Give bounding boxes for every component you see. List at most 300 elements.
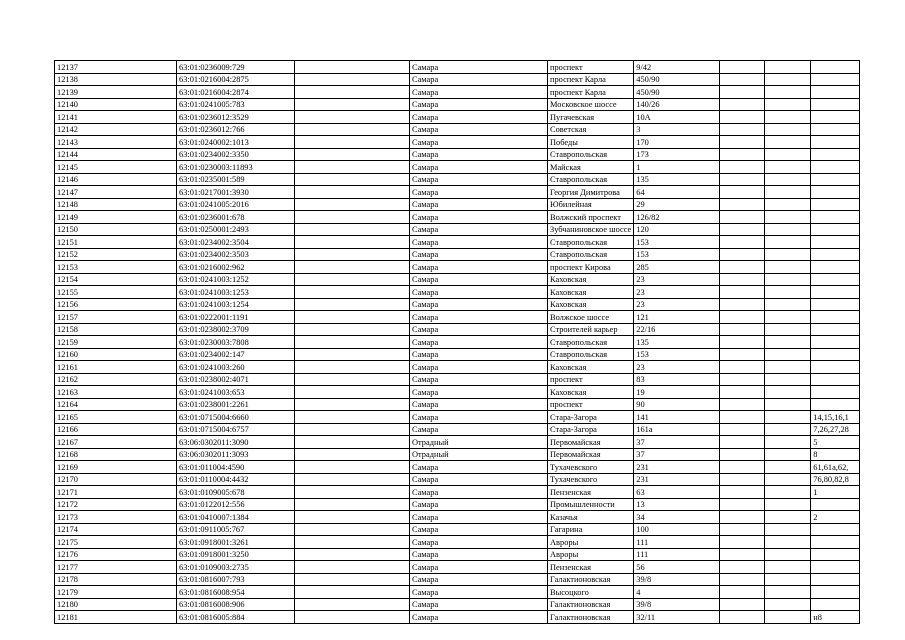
cadastral-number-cell: 63:01:0911005:767 [177, 523, 295, 536]
apartment-number-cell [811, 173, 860, 186]
city-cell: Отрадный [410, 436, 548, 449]
row-number-cell: 12142 [55, 123, 177, 136]
table-row [55, 273, 860, 286]
apartment-number-cell [811, 223, 860, 236]
blank-cell-cell [720, 173, 765, 186]
city-cell: Самара [410, 198, 548, 211]
blank-cell-cell [765, 298, 811, 311]
blank-cell-cell [720, 323, 765, 336]
cadastral-number-cell: 63:01:0816005:884 [177, 611, 295, 624]
row-number-cell: 12171 [55, 486, 177, 499]
blank-cell-cell [295, 561, 410, 574]
apartment-number-cell [811, 573, 860, 586]
blank-cell-cell [765, 561, 811, 574]
apartment-number-cell [811, 523, 860, 536]
city-cell: Самара [410, 286, 548, 299]
apartment-number-cell [811, 286, 860, 299]
table-row [55, 311, 860, 324]
registry-sheet [54, 60, 860, 624]
city-cell: Самара [410, 161, 548, 174]
cadastral-number-cell: 63:06:0302011:3090 [177, 436, 295, 449]
blank-cell-cell [295, 448, 410, 461]
blank-cell-cell [765, 373, 811, 386]
cadastral-number-cell: 63:01:0236012:766 [177, 123, 295, 136]
city-cell: Самара [410, 336, 548, 349]
blank-cell-cell [765, 486, 811, 499]
cadastral-number-cell: 63:01:0715004:6660 [177, 411, 295, 424]
house-number-cell: 37 [634, 448, 720, 461]
street-cell: Каховская [548, 386, 634, 399]
blank-cell-cell [765, 236, 811, 249]
blank-cell-cell [295, 473, 410, 486]
street-cell: Ставропольская [548, 236, 634, 249]
house-number-cell: 111 [634, 536, 720, 549]
house-number-cell: 32/11 [634, 611, 720, 624]
apartment-number-cell [811, 236, 860, 249]
blank-cell-cell [720, 411, 765, 424]
apartment-number-cell [811, 323, 860, 336]
blank-cell-cell [295, 461, 410, 474]
house-number-cell: 120 [634, 223, 720, 236]
city-cell: Самара [410, 573, 548, 586]
city-cell: Самара [410, 561, 548, 574]
row-number-cell: 12179 [55, 586, 177, 599]
house-number-cell: 13 [634, 498, 720, 511]
street-cell: Авроры [548, 548, 634, 561]
table-row [55, 498, 860, 511]
street-cell: Юбилейная [548, 198, 634, 211]
house-number-cell: 23 [634, 361, 720, 374]
street-cell: проспект Кирова [548, 261, 634, 274]
table-row [55, 248, 860, 261]
city-cell: Самара [410, 173, 548, 186]
house-number-cell: 173 [634, 148, 720, 161]
cadastral-number-cell: 63:01:0230003:11893 [177, 161, 295, 174]
street-cell: Ставропольская [548, 348, 634, 361]
blank-cell-cell [720, 223, 765, 236]
house-number-cell: 161а [634, 423, 720, 436]
street-cell: Каховская [548, 273, 634, 286]
blank-cell-cell [765, 498, 811, 511]
table-row [55, 136, 860, 149]
row-number-cell: 12181 [55, 611, 177, 624]
row-number-cell: 12174 [55, 523, 177, 536]
house-number-cell: 23 [634, 286, 720, 299]
cadastral-number-cell: 63:01:0241003:1252 [177, 273, 295, 286]
cadastral-number-cell: 63:01:0240002:1013 [177, 136, 295, 149]
house-number-cell: 23 [634, 273, 720, 286]
city-cell: Самара [410, 373, 548, 386]
apartment-number-cell [811, 248, 860, 261]
blank-cell-cell [765, 211, 811, 224]
row-number-cell: 12139 [55, 86, 177, 99]
blank-cell-cell [295, 123, 410, 136]
blank-cell-cell [295, 211, 410, 224]
apartment-number-cell [811, 261, 860, 274]
blank-cell-cell [295, 161, 410, 174]
table-row [55, 186, 860, 199]
table-row [55, 511, 860, 524]
blank-cell-cell [720, 248, 765, 261]
cadastral-number-cell: 63:06:0302011:3093 [177, 448, 295, 461]
blank-cell-cell [295, 311, 410, 324]
table-row [55, 386, 860, 399]
blank-cell-cell [765, 523, 811, 536]
cadastral-number-cell: 63:01:0109003:2735 [177, 561, 295, 574]
cadastral-number-cell: 63:01:0110004:4432 [177, 473, 295, 486]
cadastral-number-cell: 63:01:0241005:783 [177, 98, 295, 111]
street-cell: Каховская [548, 286, 634, 299]
street-cell: Каховская [548, 298, 634, 311]
row-number-cell: 12176 [55, 548, 177, 561]
table-row [55, 398, 860, 411]
street-cell: проспект [548, 61, 634, 74]
city-cell: Самара [410, 236, 548, 249]
blank-cell-cell [720, 573, 765, 586]
street-cell: Промышленности [548, 498, 634, 511]
apartment-number-cell: 76,80,82,8 [811, 473, 860, 486]
apartment-number-cell: 61,61а,62, [811, 461, 860, 474]
street-cell: Советская [548, 123, 634, 136]
table-row [55, 598, 860, 611]
row-number-cell: 12162 [55, 373, 177, 386]
street-cell: Стара-Загора [548, 411, 634, 424]
row-number-cell: 12172 [55, 498, 177, 511]
house-number-cell: 4 [634, 586, 720, 599]
table-row [55, 461, 860, 474]
street-cell: Гагарина [548, 523, 634, 536]
street-cell: Пензенская [548, 561, 634, 574]
house-number-cell: 19 [634, 386, 720, 399]
house-number-cell: 1 [634, 161, 720, 174]
city-cell: Самара [410, 98, 548, 111]
city-cell: Самара [410, 361, 548, 374]
blank-cell-cell [720, 348, 765, 361]
cadastral-number-cell: 63:01:0217001:3930 [177, 186, 295, 199]
table-row [55, 423, 860, 436]
cadastral-number-cell: 63:01:0241003:1253 [177, 286, 295, 299]
city-cell: Самара [410, 186, 548, 199]
blank-cell-cell [720, 211, 765, 224]
house-number-cell: 3 [634, 123, 720, 136]
house-number-cell: 135 [634, 173, 720, 186]
city-cell: Самара [410, 123, 548, 136]
blank-cell-cell [720, 86, 765, 99]
cadastral-number-cell: 63:01:0234002:3503 [177, 248, 295, 261]
apartment-number-cell [811, 361, 860, 374]
street-cell: Ставропольская [548, 173, 634, 186]
table-row [55, 411, 860, 424]
blank-cell-cell [720, 523, 765, 536]
house-number-cell: 9/42 [634, 61, 720, 74]
city-cell: Самара [410, 248, 548, 261]
cadastral-number-cell: 63:01:0236001:678 [177, 211, 295, 224]
city-cell: Самара [410, 586, 548, 599]
row-number-cell: 12149 [55, 211, 177, 224]
city-cell: Самара [410, 398, 548, 411]
cadastral-number-cell: 63:01:0122012:556 [177, 498, 295, 511]
blank-cell-cell [720, 123, 765, 136]
blank-cell-cell [295, 548, 410, 561]
street-cell: Ставропольская [548, 336, 634, 349]
blank-cell-cell [295, 573, 410, 586]
blank-cell-cell [295, 223, 410, 236]
blank-cell-cell [720, 61, 765, 74]
blank-cell-cell [720, 136, 765, 149]
row-number-cell: 12164 [55, 398, 177, 411]
blank-cell-cell [720, 423, 765, 436]
apartment-number-cell [811, 548, 860, 561]
house-number-cell: 23 [634, 298, 720, 311]
apartment-number-cell [811, 198, 860, 211]
street-cell: Галактионовская [548, 598, 634, 611]
row-number-cell: 12154 [55, 273, 177, 286]
house-number-cell: 231 [634, 473, 720, 486]
table-row [55, 73, 860, 86]
street-cell: Пугачевская [548, 111, 634, 124]
street-cell: Первомайская [548, 448, 634, 461]
blank-cell-cell [720, 98, 765, 111]
city-cell: Самара [410, 548, 548, 561]
cadastral-number-cell: 63:01:0250001:2493 [177, 223, 295, 236]
street-cell: Ставропольская [548, 248, 634, 261]
row-number-cell: 12161 [55, 361, 177, 374]
cadastral-number-cell: 63:01:0241003:653 [177, 386, 295, 399]
blank-cell-cell [765, 348, 811, 361]
blank-cell-cell [295, 148, 410, 161]
street-cell: Авроры [548, 536, 634, 549]
row-number-cell: 12170 [55, 473, 177, 486]
blank-cell-cell [720, 298, 765, 311]
table-row [55, 61, 860, 74]
blank-cell-cell [295, 236, 410, 249]
house-number-cell: 285 [634, 261, 720, 274]
blank-cell-cell [765, 123, 811, 136]
table-row [55, 98, 860, 111]
blank-cell-cell [765, 98, 811, 111]
house-number-cell: 450/90 [634, 73, 720, 86]
table-row [55, 348, 860, 361]
cadastral-number-cell: 63:01:0234002:3350 [177, 148, 295, 161]
blank-cell-cell [765, 261, 811, 274]
street-cell: проспект [548, 398, 634, 411]
row-number-cell: 12140 [55, 98, 177, 111]
apartment-number-cell: 5 [811, 436, 860, 449]
cadastral-number-cell: 63:01:0241003:1254 [177, 298, 295, 311]
table-row [55, 298, 860, 311]
blank-cell-cell [295, 611, 410, 624]
blank-cell-cell [720, 611, 765, 624]
city-cell: Самара [410, 386, 548, 399]
blank-cell-cell [720, 561, 765, 574]
blank-cell-cell [295, 248, 410, 261]
street-cell: Георгия Димитрова [548, 186, 634, 199]
street-cell: Первомайская [548, 436, 634, 449]
row-number-cell: 12163 [55, 386, 177, 399]
blank-cell-cell [720, 398, 765, 411]
house-number-cell: 153 [634, 236, 720, 249]
blank-cell-cell [720, 498, 765, 511]
table-row [55, 523, 860, 536]
cadastral-number-cell: 63:01:0230003:7808 [177, 336, 295, 349]
table-row [55, 161, 860, 174]
house-number-cell: 140/26 [634, 98, 720, 111]
house-number-cell: 56 [634, 561, 720, 574]
table-row [55, 448, 860, 461]
city-cell: Самара [410, 473, 548, 486]
cadastral-number-cell: 63:01:0234002:147 [177, 348, 295, 361]
table-row [55, 336, 860, 349]
blank-cell-cell [720, 586, 765, 599]
cadastral-number-cell: 63:01:011004:4590 [177, 461, 295, 474]
blank-cell-cell [295, 298, 410, 311]
apartment-number-cell [811, 273, 860, 286]
apartment-number-cell [811, 498, 860, 511]
row-number-cell: 12152 [55, 248, 177, 261]
street-cell: Волжское шоссе [548, 311, 634, 324]
blank-cell-cell [765, 598, 811, 611]
blank-cell-cell [295, 261, 410, 274]
row-number-cell: 12167 [55, 436, 177, 449]
row-number-cell: 12145 [55, 161, 177, 174]
cadastral-number-cell: 63:01:0918001:3261 [177, 536, 295, 549]
house-number-cell: 153 [634, 248, 720, 261]
cadastral-number-cell: 63:01:0222001:1191 [177, 311, 295, 324]
house-number-cell: 34 [634, 511, 720, 524]
row-number-cell: 12141 [55, 111, 177, 124]
house-number-cell: 22/16 [634, 323, 720, 336]
blank-cell-cell [720, 361, 765, 374]
table-row [55, 123, 860, 136]
row-number-cell: 12157 [55, 311, 177, 324]
blank-cell-cell [720, 461, 765, 474]
blank-cell-cell [295, 348, 410, 361]
row-number-cell: 12148 [55, 198, 177, 211]
table-row [55, 373, 860, 386]
blank-cell-cell [720, 236, 765, 249]
blank-cell-cell [295, 173, 410, 186]
cadastral-number-cell: 63:01:0216004:2875 [177, 73, 295, 86]
street-cell: проспект [548, 373, 634, 386]
table-row [55, 223, 860, 236]
house-number-cell: 83 [634, 373, 720, 386]
city-cell: Самара [410, 311, 548, 324]
blank-cell-cell [720, 386, 765, 399]
apartment-number-cell [811, 73, 860, 86]
row-number-cell: 12169 [55, 461, 177, 474]
row-number-cell: 12146 [55, 173, 177, 186]
blank-cell-cell [765, 148, 811, 161]
blank-cell-cell [720, 373, 765, 386]
blank-cell-cell [720, 73, 765, 86]
cadastral-number-cell: 63:01:0236012:3529 [177, 111, 295, 124]
apartment-number-cell [811, 561, 860, 574]
cadastral-number-cell: 63:01:0816008:954 [177, 586, 295, 599]
house-number-cell: 100 [634, 523, 720, 536]
cadastral-number-cell: 63:01:0109005:678 [177, 486, 295, 499]
blank-cell-cell [295, 286, 410, 299]
apartment-number-cell [811, 161, 860, 174]
cadastral-number-cell: 63:01:0816007:793 [177, 573, 295, 586]
table-row [55, 536, 860, 549]
blank-cell-cell [720, 161, 765, 174]
blank-cell-cell [720, 511, 765, 524]
apartment-number-cell: 7,26,27,28 [811, 423, 860, 436]
cadastral-number-cell: 63:01:0216002:962 [177, 261, 295, 274]
table-row [55, 361, 860, 374]
apartment-number-cell [811, 598, 860, 611]
apartment-number-cell: 8 [811, 448, 860, 461]
blank-cell-cell [295, 511, 410, 524]
table-row [55, 561, 860, 574]
row-number-cell: 12144 [55, 148, 177, 161]
cadastral-number-cell: 63:01:0715004:6757 [177, 423, 295, 436]
blank-cell-cell [765, 336, 811, 349]
blank-cell-cell [295, 586, 410, 599]
blank-cell-cell [295, 198, 410, 211]
street-cell: Каховская [548, 361, 634, 374]
blank-cell-cell [765, 573, 811, 586]
apartment-number-cell [811, 61, 860, 74]
street-cell: Победы [548, 136, 634, 149]
blank-cell-cell [295, 411, 410, 424]
house-number-cell: 126/82 [634, 211, 720, 224]
blank-cell-cell [765, 186, 811, 199]
street-cell: Тухачевского [548, 461, 634, 474]
street-cell: Московское шоссе [548, 98, 634, 111]
blank-cell-cell [720, 598, 765, 611]
blank-cell-cell [765, 511, 811, 524]
registry-table-body [55, 61, 860, 624]
blank-cell-cell [720, 286, 765, 299]
row-number-cell: 12168 [55, 448, 177, 461]
cadastral-number-cell: 63:01:0918001:3250 [177, 548, 295, 561]
blank-cell-cell [765, 136, 811, 149]
table-row [55, 586, 860, 599]
city-cell: Самара [410, 486, 548, 499]
city-cell: Самара [410, 498, 548, 511]
city-cell: Самара [410, 223, 548, 236]
apartment-number-cell [811, 136, 860, 149]
blank-cell-cell [765, 436, 811, 449]
city-cell: Самара [410, 536, 548, 549]
city-cell: Самара [410, 211, 548, 224]
apartment-number-cell [811, 186, 860, 199]
street-cell: проспект Карла [548, 86, 634, 99]
row-number-cell: 12180 [55, 598, 177, 611]
house-number-cell: 141 [634, 411, 720, 424]
house-number-cell: 10А [634, 111, 720, 124]
row-number-cell: 12158 [55, 323, 177, 336]
street-cell: Ставропольская [548, 148, 634, 161]
apartment-number-cell [811, 311, 860, 324]
table-row [55, 473, 860, 486]
city-cell: Самара [410, 411, 548, 424]
house-number-cell: 63 [634, 486, 720, 499]
blank-cell-cell [765, 536, 811, 549]
blank-cell-cell [765, 423, 811, 436]
blank-cell-cell [295, 86, 410, 99]
house-number-cell: 135 [634, 336, 720, 349]
apartment-number-cell [811, 373, 860, 386]
blank-cell-cell [720, 536, 765, 549]
blank-cell-cell [765, 311, 811, 324]
blank-cell-cell [720, 261, 765, 274]
street-cell: Пензенская [548, 486, 634, 499]
table-row [55, 173, 860, 186]
table-row [55, 148, 860, 161]
apartment-number-cell [811, 586, 860, 599]
